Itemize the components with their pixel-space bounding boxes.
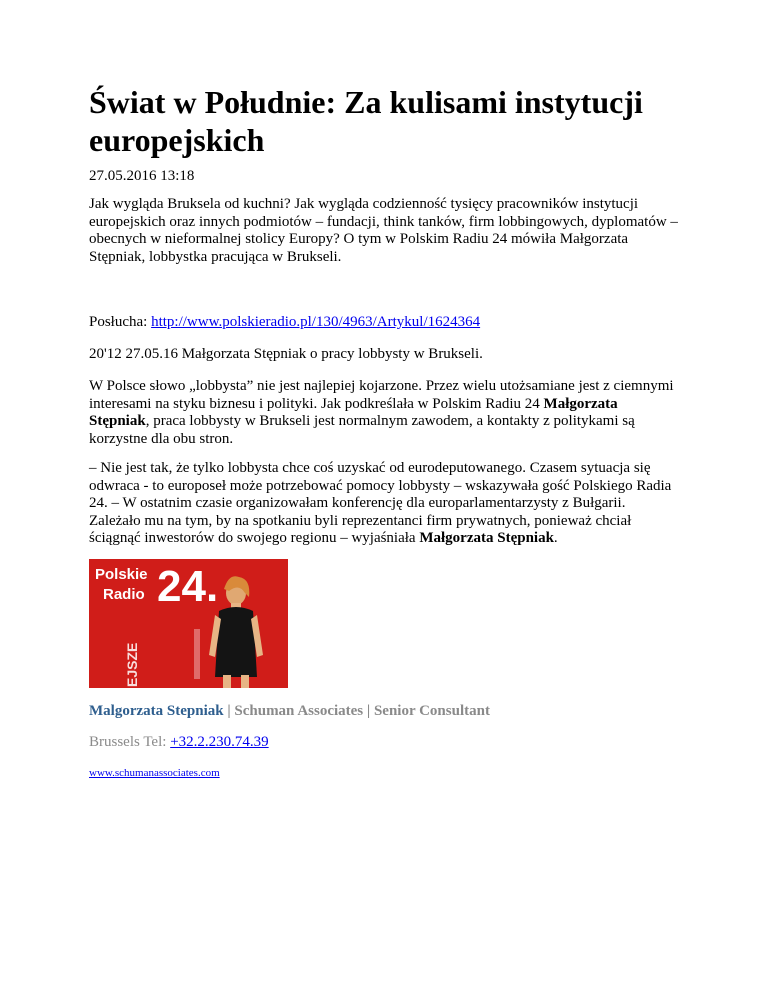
signature-phone-line <box>89 734 269 751</box>
paragraph-1 <box>89 378 679 448</box>
article-date: 27.05.2016 13:18 <box>89 168 195 184</box>
listen-label: Posłucha: <box>89 314 152 330</box>
listen-line <box>89 314 679 332</box>
listen-link[interactable]: http://www.polskieradio.pl/130/4963/Artykul/1624364 <box>151 314 481 330</box>
paragraph-2-text-a: – Nie jest tak, że tylko lobbysta chce coś uzyskać od eurodeputowanego. Czasem sytuacja się odwraca - to europoseł może potrzebować pomocy lobbysty – wskazywała gość Polskiego Radia 24. – W ostatnim czasie organizowałam konferencję dla europarlamentarzysty z Bułgarii. Zależało mu na tym, by na spotkaniu byli reprezentanci firm prywatnych, ponieważ chciał ściągnąć inwestorów do swojego regionu – wyjaśniała <box>89 460 672 546</box>
signature-line <box>89 703 490 720</box>
paragraph-1-text-b: , praca lobbysty w Brukseli jest normalnym zawodem, a kontakty z politykami są korzystne dla obu stron. <box>89 413 635 447</box>
paragraph-1-bold-name: Małgorzata Stępniak <box>89 395 618 429</box>
article-title: Świat w Południe: Za kulisami instytucji europejskich <box>89 84 643 158</box>
logo-polskie: Polskie <box>95 566 148 583</box>
logo-radio: Radio <box>103 586 145 603</box>
paragraph-1-text-a: W Polsce słowo „lobbysta” nie jest najlepiej kojarzone. Przez wielu utożsamiane jest z ciemnymi interesami na styku biznesu i polityki. Jak podkreślała w Polskim Radiu 24 <box>89 378 674 412</box>
website-link[interactable]: www.schumanassociates.com <box>89 767 220 779</box>
segment-line: 20'12 27.05.16 Małgorzata Stępniak o pracy lobbysty w Brukseli. <box>89 346 483 362</box>
signature-name: Malgorzata Stepniak <box>89 703 224 719</box>
paragraph-2 <box>89 460 679 548</box>
studio-photo <box>89 559 288 688</box>
article-lead: Jak wygląda Bruksela od kuchni? Jak wygląda codzienność tysięcy pracowników instytucji europejskich oraz innych podmiotów – fundacji, think tanków, firm lobbingowych, dyplomatów – obecnych w nieformalnej stolicy Europy? O tym w Polskim Radiu 24 mówiła Małgorzata Stępniak, lobbystka pracująca w Brukseli. <box>89 196 678 265</box>
website-line <box>89 767 220 779</box>
wall-text: EJSZE <box>124 642 140 687</box>
logo-24: 24. <box>157 562 219 611</box>
phone-link[interactable]: +32.2.230.74.39 <box>170 734 269 750</box>
paragraph-2-end: . <box>553 530 558 546</box>
paragraph-2-bold-name: Małgorzata Stępniak <box>419 530 554 546</box>
studio-photo-svg <box>89 559 288 688</box>
phone-label: Brussels Tel: <box>89 734 171 750</box>
signature-company: | Schuman Associates | Senior Consultant <box>223 703 490 719</box>
